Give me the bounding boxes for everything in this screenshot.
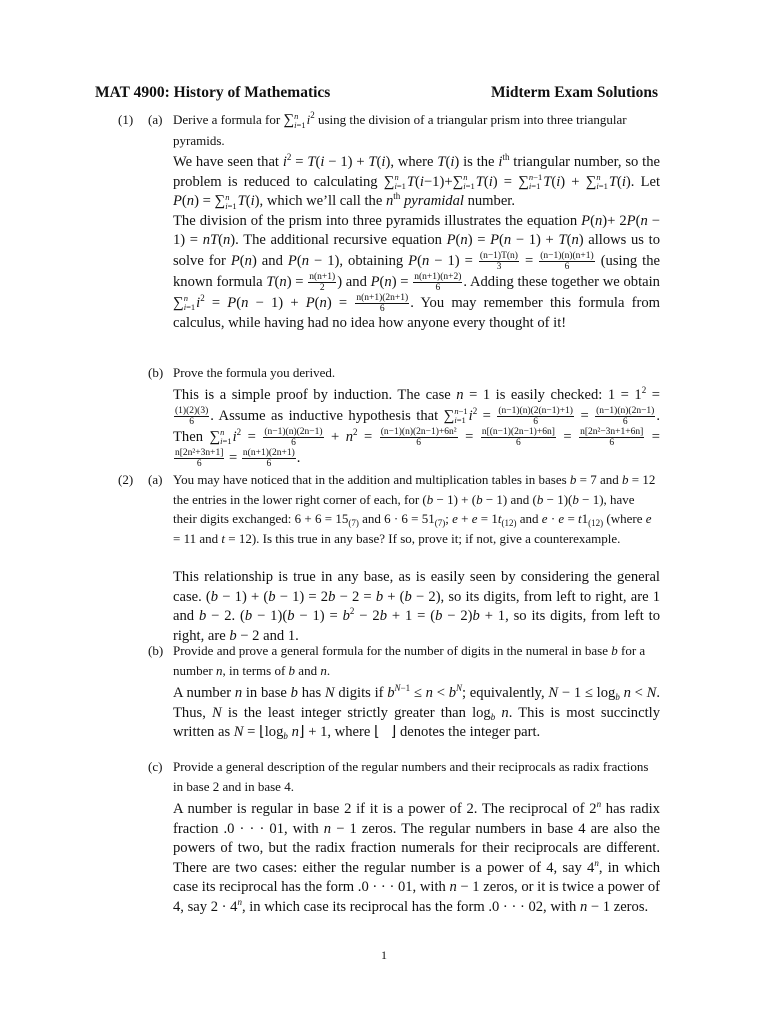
question-2-number: (2)	[118, 472, 134, 487]
answer-2c: A number is regular in base 2 if it is a power of 2. The reciprocal of 2$^n$ has radix fraction .0 · · · 01, with n − 1 zeros. The regular numbers in base 4 are also the powers of two, but the radix fraction numerals for their reciprocals are different. There are two cases: either the regular number is a power of 4, say 4$^n$, in which case its reciprocal has the form .0 · · · 01, with n − 1 zeros, or it is twice a power of 4, say $2 \cdot 4^n$, in which case its reciprocal has the form .0 · · · 02, with n − 1 zeros.	[173, 799, 660, 915]
question-1b-text: Prove the formula you derived.	[173, 365, 336, 380]
answer-2a: This relationship is true in any base, as is easily seen by considering the general case. (b − 1) + (b − 1) = 2b − 2 = b + (b − 2), so its digits, from left to right, are 1 and b − 2. $(b - 1)(b - 1) = b^2 - 2b + 1 = (b - 2)b + 1$, so its digits, from left to right, are b − 2 and 1.	[173, 569, 661, 644]
page-header	[95, 84, 658, 102]
question-1b-label: (b)	[148, 365, 164, 380]
question-2a-text: You may have noticed that in the addition and multiplication tables in bases b = 7 and b = 12 the entries in the lower right corner of each, for (b − 1) + (b − 1) and (b − 1)(b − 1), have their digits exchanged: $6 + 6 = 15_{(7)}$ and $6 \cdot 6 = 51_{(7)}$; $e + e = 1t_{(12)}$ and $e \cdot e = t1_{(12)}$ (where e = 11 and t = 12). Is this true in any base? If so, prove it; if not, give a counterexample.	[173, 472, 656, 546]
question-2c-label: (c)	[148, 759, 163, 774]
answer-1b: This is a simple proof by induction. The case n = 1 is easily checked: $1 = 1^2$ = $\frac{(1)(2)(3)}{6}$ . Assume as inductive hypothesis that ∑ n−1 i=1 $i^2$ = $\frac{(n-1)(n)(2(n-1)+1)}{6}$ = $\frac{(n-1)(n)(2n-1)}{6}$ . Then ∑ n i=1 $i^2$ = $\frac{(n-1)(n)(2n-1)}{6}$ + $n^2$ = $\frac{\text{(n−1)(n)(2n−1)+6n²}}{6}$ = $\frac{n[(n-1)(2n-1)+6n]}{6}$ = $\frac{\text{n[2n²−3n+1+6n]}}{6}$ = $\frac{\text{n[2n²+3n+1]}}{6}$ = $\frac{n(n+1)(2n+1)}{6}$ .	[173, 385, 661, 469]
question-2b-label: (b)	[148, 643, 164, 658]
question-2a-label: (a)	[148, 472, 163, 487]
document-type: Midterm Exam Solutions	[490, 84, 658, 101]
question-2b-text: Provide and prove a general formula for the number of digits in the numeral in base b for a number n, in terms of b and n.	[173, 643, 646, 678]
question-1a-text: Derive a formula for ∑ n i=1 $i^2$ using the division of a triangular prism into three triangular pyramids.	[173, 110, 627, 148]
question-1a-label: (a)	[148, 112, 163, 127]
question-2c-text: Provide a general description of the regular numbers and their reciprocals as radix fractions in base 2 and in base 4.	[173, 759, 649, 794]
answer-2b: A number n in base b has N digits if $b^{N-1} \le n < b^N$; equivalently, $N - 1 \le \log_b n < N$. Thus, N is the least integer strictly greater than $\log_b n$. This is most succinctly written as $N = ⌊\log_b$ n⌋ + 1, where ⌊ ⌋ denotes the integer part.	[173, 683, 660, 741]
answer-1a: We have seen that $i^2 = T(i - 1) + T(i)$, where T(i) is the $i^{th}$ triangular number, so the problem is reduced to calculating ∑ n i=1 T(i−1)+∑ n i=1 T(i) = ∑ n−1 i=1 T(i) + ∑ n i=1 T(i). Let P(n) = ∑ n i=1 T(i), which we’ll call the $n^{th}$ pyramidal number. The division of the prism into three pyramids illustrates the equation P(n)+ 2P(n − 1) = nT(n). The additional recursive equation P(n) = P(n − 1) + T(n) allows us to solve for P(n) and P(n − 1), obtaining P(n − 1) = $\frac{(n-1)T(n)}{3}$ = $\frac{(n-1)(n)(n+1)}{6}$ (using the known formula T(n) = $\frac{n(n+1)}{2}$ ) and P(n) = $\frac{n(n+1)(n+2)}{6}$ . Adding these together we obtain ∑ n i=1 $i^2 = P(n - 1) + P(n)$ = $\frac{n(n+1)(2n+1)}{6}$ . You may remember this formula from calculus, while having had no idea how anyone every thought of it!	[173, 152, 661, 331]
page-number: 1	[381, 948, 387, 962]
question-1-number: (1)	[118, 112, 134, 127]
course-title: MAT 4900: History of Mathematics	[95, 84, 331, 101]
